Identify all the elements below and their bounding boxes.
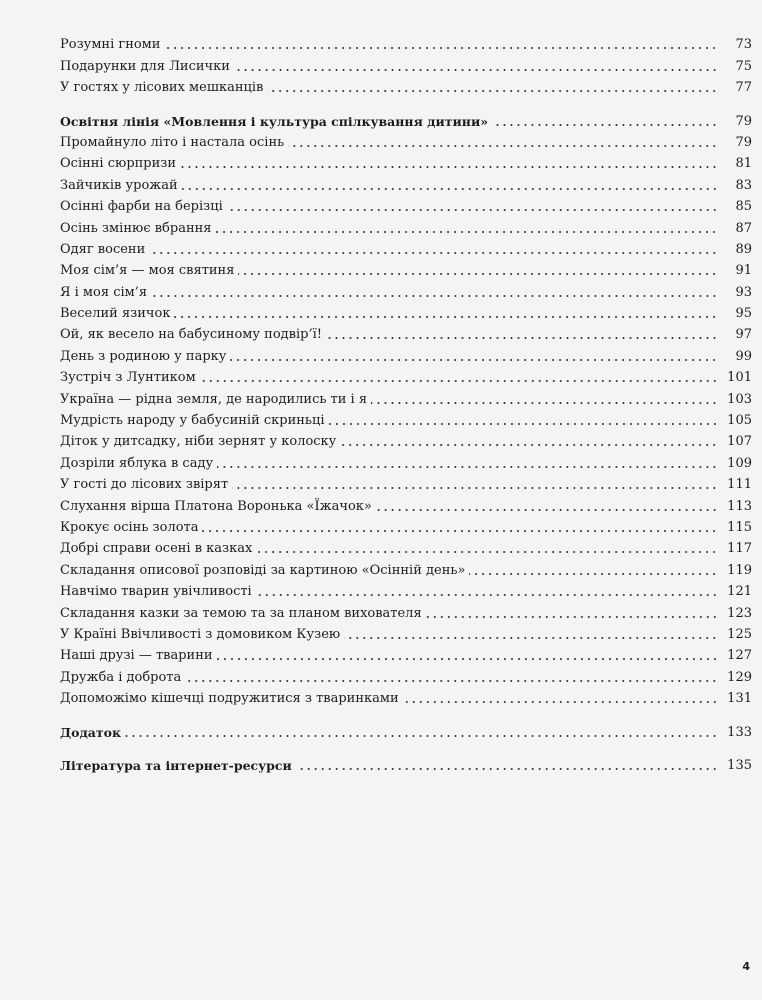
dot-leader	[326, 337, 718, 339]
dot-leader	[403, 701, 718, 703]
toc-entry-page: 125	[727, 626, 752, 642]
toc-entry-title: Дружба і доброта	[60, 669, 182, 685]
dot-leader	[185, 680, 718, 682]
toc-entry-page: 77	[735, 80, 752, 96]
dot-leader	[340, 444, 718, 446]
toc-entry-page: 121	[727, 584, 752, 600]
toc-entry-page: 135	[727, 757, 752, 773]
toc-entry-title: Моя сім’я — моя святиня	[60, 263, 235, 279]
toc-entry-title: Осінні фарби на берізці	[60, 199, 223, 215]
toc-entry-title: Освітня лінія «Мовлення і культура спілкування дитини»	[60, 113, 489, 129]
toc-entry-title: Промайнуло літо і настала осінь	[60, 134, 285, 150]
toc-entry-page: 99	[735, 348, 752, 364]
toc-entry	[60, 300, 752, 321]
page-number: 4	[742, 960, 750, 973]
toc-entry	[60, 236, 752, 257]
toc-entry-title: Слухання вірша Платона Воронька «Їжачок»	[60, 498, 372, 514]
toc-entry	[60, 556, 752, 577]
toc-entry-page: 91	[735, 263, 752, 279]
toc-entry-title: День з родиною у парку	[60, 348, 227, 364]
toc-entry-page: 75	[735, 58, 752, 74]
toc-entry	[60, 685, 752, 706]
dot-leader	[202, 530, 718, 532]
toc-entry	[60, 428, 752, 449]
dot-leader	[344, 637, 718, 639]
dot-leader	[232, 487, 718, 489]
toc-entry	[60, 52, 752, 73]
toc-entry-title: Добрі справи осені в казках	[60, 541, 253, 557]
toc-entry-title: У Країні Ввічливості з домовиком Кузею	[60, 626, 341, 642]
dot-leader	[182, 188, 718, 190]
table-of-contents	[60, 31, 752, 773]
toc-entry	[60, 214, 752, 235]
toc-entry-title: Складання казки за темою та за планом вихователя	[60, 605, 422, 621]
dot-leader	[256, 594, 718, 596]
dot-leader	[200, 380, 718, 382]
toc-entry-title: Крокує осінь золота	[60, 519, 199, 535]
dot-leader	[151, 295, 718, 297]
dot-leader	[164, 47, 718, 49]
toc-entry-page: 133	[727, 724, 752, 740]
toc-entry-title: Навчімо тварин увічливості	[60, 584, 252, 600]
dot-leader	[267, 90, 718, 92]
toc-entry-title: Ой, як весело на бабусиному подвір’ї!	[60, 327, 322, 343]
dot-leader	[371, 402, 718, 404]
toc-entry-page: 93	[735, 284, 752, 300]
toc-entry-page: 83	[735, 177, 752, 193]
toc-entry-title: Допоможімо кішечці подружитися з тваринками	[60, 691, 399, 707]
toc-entry-page: 95	[735, 306, 752, 322]
dot-leader	[234, 69, 718, 71]
toc-entry-page: 115	[727, 519, 752, 535]
toc-entry-title: Осінь змінює вбрання	[60, 220, 212, 236]
toc-entry-title: У гостях у лісових мешканців	[60, 80, 264, 96]
dot-leader	[492, 124, 718, 126]
dot-leader	[238, 273, 718, 275]
toc-entry-page: 97	[735, 327, 752, 343]
toc-entry	[60, 718, 752, 739]
toc-entry-title: Література та інтернет-ресурси	[60, 757, 292, 773]
toc-entry-page: 107	[727, 434, 752, 450]
dot-leader	[256, 551, 718, 553]
toc-entry	[60, 74, 752, 95]
toc-entry	[60, 752, 752, 773]
toc-entry-page: 81	[735, 156, 752, 172]
toc-entry-page: 129	[727, 669, 752, 685]
toc-entry	[60, 107, 752, 128]
dot-leader	[296, 768, 718, 770]
toc-entry-page: 105	[727, 413, 752, 429]
toc-entry	[60, 278, 752, 299]
toc-entry	[60, 492, 752, 513]
toc-entry-title: Діток у дитсадку, ніби зернят у колоску	[60, 434, 337, 450]
toc-entry	[60, 342, 752, 363]
dot-leader	[217, 466, 718, 468]
dot-leader	[230, 359, 718, 361]
toc-entry	[60, 407, 752, 428]
toc-entry-page: 103	[727, 391, 752, 407]
toc-entry	[60, 171, 752, 192]
toc-entry	[60, 321, 752, 342]
toc-entry	[60, 642, 752, 663]
toc-entry-title: Подарунки для Лисички	[60, 58, 230, 74]
toc-entry	[60, 663, 752, 684]
dot-leader	[376, 509, 718, 511]
toc-entry-page: 85	[735, 199, 752, 215]
toc-entry	[60, 599, 752, 620]
toc-entry-title: Мудрість народу у бабусиній скриньці	[60, 413, 325, 429]
toc-entry-title: Розумні гноми	[60, 37, 161, 53]
toc-entry	[60, 621, 752, 642]
dot-leader	[426, 616, 718, 618]
toc-entry	[60, 31, 752, 52]
toc-entry-page: 101	[727, 370, 752, 386]
dot-leader	[217, 658, 718, 660]
toc-entry-page: 79	[735, 113, 752, 129]
toc-entry-page: 127	[727, 648, 752, 664]
dot-leader	[227, 209, 718, 211]
toc-entry	[60, 578, 752, 599]
toc-entry-page: 119	[727, 562, 752, 578]
toc-entry-page: 79	[735, 134, 752, 150]
toc-entry	[60, 471, 752, 492]
dot-leader	[215, 231, 718, 233]
toc-entry	[60, 257, 752, 278]
toc-entry-title: Зустріч з Лунтиком	[60, 370, 196, 386]
toc-entry-page: 117	[727, 541, 752, 557]
toc-entry-title: Я і моя сім’я	[60, 284, 148, 300]
toc-entry	[60, 129, 752, 150]
toc-entry-title: Україна — рідна земля, де народились ти і я	[60, 391, 368, 407]
dot-leader	[125, 735, 718, 737]
toc-entry	[60, 514, 752, 535]
toc-entry-title: Зайчиків урожай	[60, 177, 178, 193]
toc-entry	[60, 535, 752, 556]
toc-entry-title: Веселий язичок	[60, 306, 171, 322]
toc-entry-title: Додаток	[60, 724, 121, 740]
dot-leader	[469, 573, 718, 575]
dot-leader	[180, 166, 718, 168]
toc-entry-page: 131	[727, 691, 752, 707]
dot-leader	[174, 316, 718, 318]
toc-entry-title: Дозріли яблука в саду	[60, 455, 214, 471]
toc-entry	[60, 150, 752, 171]
toc-entry-page: 73	[735, 37, 752, 53]
toc-entry	[60, 385, 752, 406]
dot-leader	[288, 145, 718, 147]
dot-leader	[149, 252, 718, 254]
toc-entry-title: Осінні сюрпризи	[60, 156, 177, 172]
toc-entry-title: Наші друзі — тварини	[60, 648, 213, 664]
toc-entry-page: 89	[735, 241, 752, 257]
toc-entry-page: 113	[727, 498, 752, 514]
toc-entry-page: 111	[727, 477, 752, 493]
toc-entry-page: 123	[727, 605, 752, 621]
toc-entry-title: У гості до лісових звірят	[60, 477, 229, 493]
toc-entry-title: Одяг восени	[60, 241, 146, 257]
toc-entry	[60, 193, 752, 214]
toc-entry	[60, 364, 752, 385]
dot-leader	[329, 423, 718, 425]
toc-entry-page: 109	[727, 455, 752, 471]
toc-entry-page: 87	[735, 220, 752, 236]
toc-entry	[60, 449, 752, 470]
toc-entry-title: Складання описової розповіді за картиною «Осінній день»	[60, 562, 466, 578]
